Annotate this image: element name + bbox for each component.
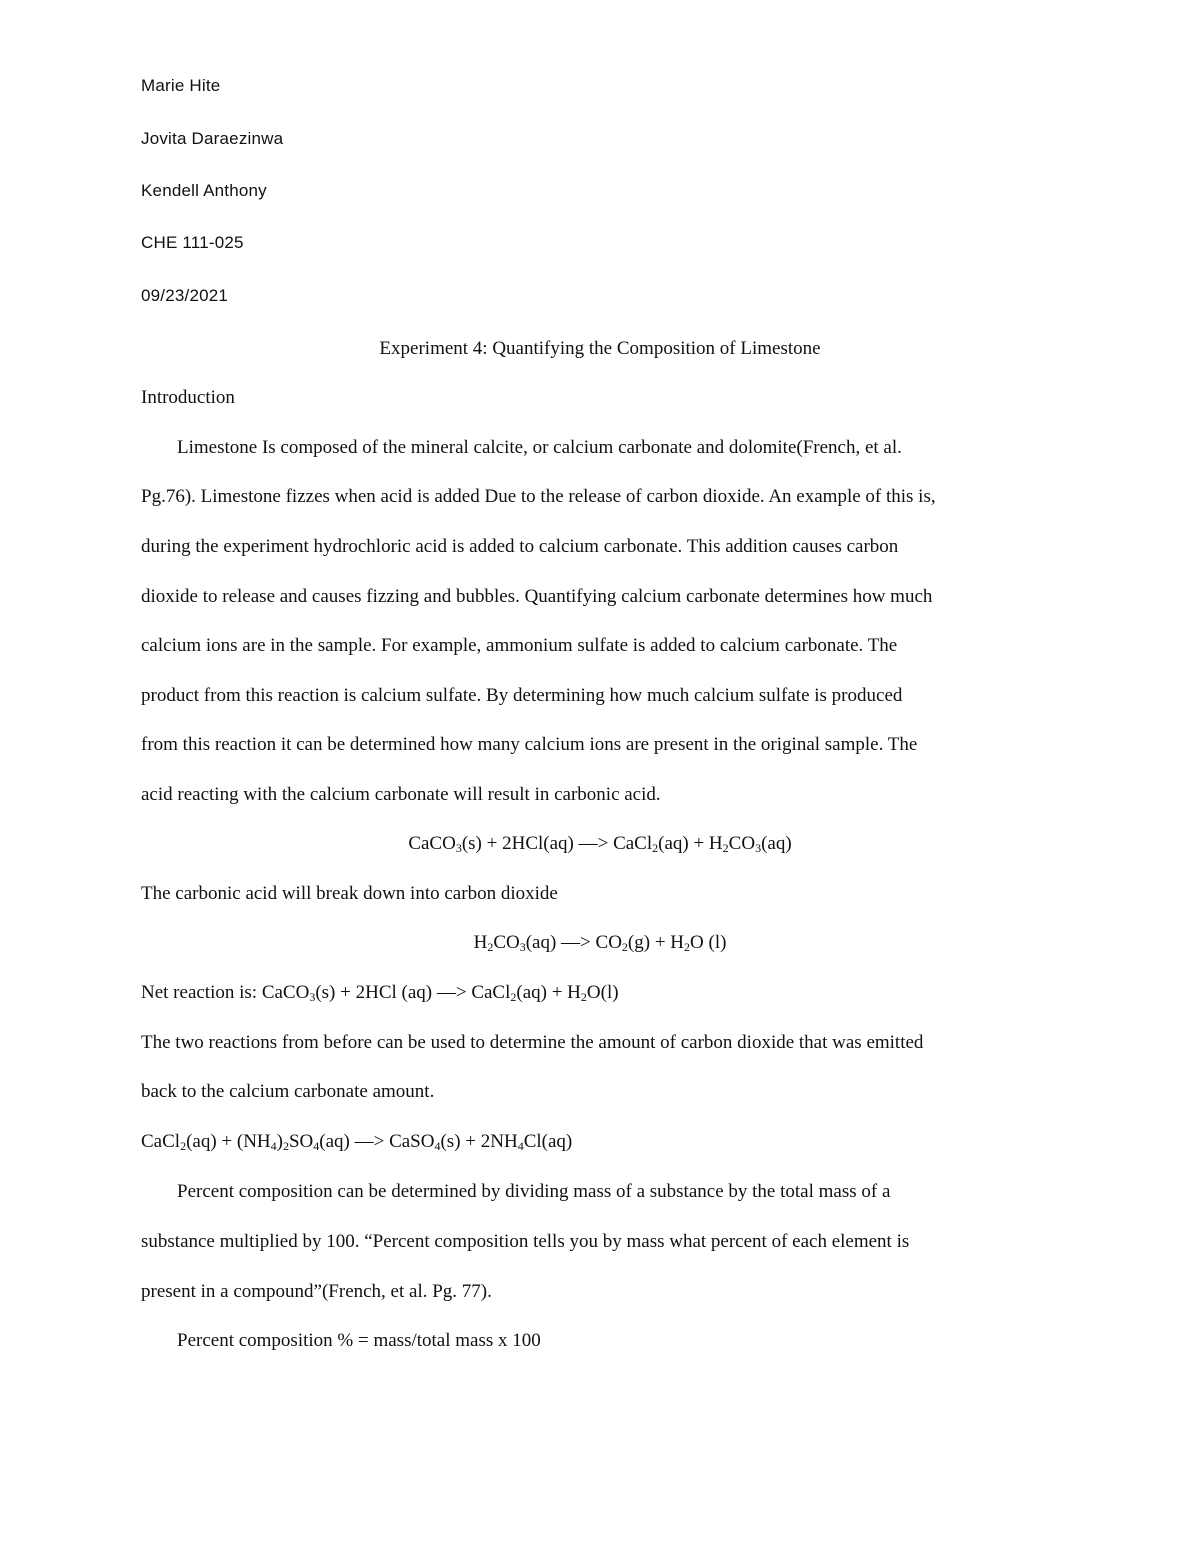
paragraph-line: from this reaction it can be determined how many calcium ions are present in the original sample. The [141, 734, 918, 755]
document-title: Experiment 4: Quantifying the Composition of Limestone [379, 338, 821, 359]
equation-2: $H_2CO_3(aq)$ —> $CO_2(g) + H_2O$ (l) [473, 932, 727, 954]
paragraph-line: The carbonic acid will break down into carbon dioxide [141, 883, 558, 904]
paragraph-line: present in a compound”(French, et al. Pg. 77). [141, 1281, 492, 1302]
equation-4: CaCl$_2$(aq) + $(NH_4)_2SO_4(aq)$ —> CaSO$_4$(s) + $2NH_4Cl(aq)$ [141, 1131, 573, 1153]
paragraph-line: calcium ions are in the sample. For example, ammonium sulfate is added to calcium carbonate. The [141, 635, 898, 656]
paragraph-line: Limestone Is composed of the mineral calcite, or calcium carbonate and dolomite(French, et al. [177, 437, 902, 458]
paragraph-line: product from this reaction is calcium sulfate. By determining how much calcium sulfate is produced [141, 685, 903, 706]
paragraph-line: during the experiment hydrochloric acid is added to calcium carbonate. This addition causes carbon [141, 536, 899, 557]
section-heading: Introduction [141, 387, 235, 408]
paragraph-line: Pg.76). Limestone fizzes when acid is added Due to the release of carbon dioxide. An example of this is, [141, 486, 936, 507]
course-code: CHE 111-025 [141, 233, 244, 252]
net-reaction: Net reaction is: CaCO$_3$(s) + 2HCl (aq) —> CaCl$_2$(aq) + $H_2O(l)$ [141, 982, 619, 1004]
paragraph-line: acid reacting with the calcium carbonate will result in carbonic acid. [141, 784, 661, 805]
author-name-3: Kendell Anthony [141, 181, 267, 200]
paragraph-line: dioxide to release and causes fizzing and bubbles. Quantifying calcium carbonate determines how much [141, 586, 933, 607]
author-name-1: Marie Hite [141, 76, 221, 95]
author-name-2: Jovita Daraezinwa [141, 129, 284, 148]
paragraph-line: The two reactions from before can be used to determine the amount of carbon dioxide that was emitted [141, 1032, 924, 1053]
paragraph-line: back to the calcium carbonate amount. [141, 1081, 435, 1102]
date: 09/23/2021 [141, 286, 229, 305]
equation-1: CaCO$_3$(s) + 2HCl(aq) —> CaCl$_2$(aq) + $H_2CO_3(aq)$ [408, 833, 792, 855]
paragraph-line: substance multiplied by 100. “Percent composition tells you by mass what percent of each element is [141, 1231, 910, 1252]
paragraph-line: Percent composition can be determined by dividing mass of a substance by the total mass of a [177, 1181, 891, 1202]
percent-composition-formula: Percent composition % = mass/total mass x 100 [177, 1330, 541, 1351]
